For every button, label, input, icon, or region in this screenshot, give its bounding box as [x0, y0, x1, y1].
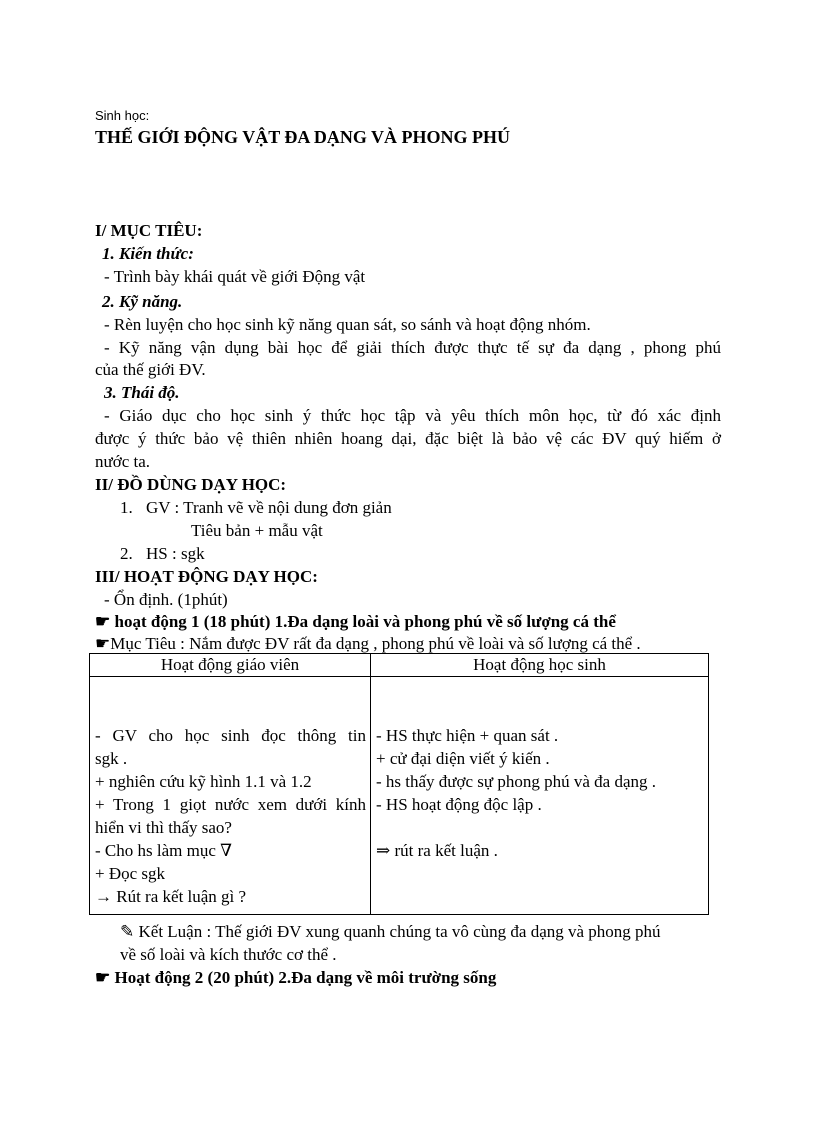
- teacher-line: + Đọc sgk: [95, 864, 166, 883]
- activity1-heading-text: hoạt động 1 (18 phút) 1.Đa dạng loài và phong phú về số lượng cá thể: [114, 612, 616, 631]
- teacher-column-header: Hoạt động giáo viên: [90, 654, 371, 677]
- teacher-line: + nghiên cứu kỹ hình 1.1 và 1.2: [95, 772, 312, 791]
- teacher-line: hiển vi thì thấy sao?: [95, 818, 232, 837]
- pencil-icon: ✎: [120, 922, 135, 941]
- conclusion-line-2: về số loài và kích thước cơ thể .: [120, 945, 337, 964]
- student-line: - hs thấy được sự phong phú và đa dạng .: [376, 772, 657, 791]
- skills-heading: 2. Kỹ năng.: [102, 292, 183, 311]
- activity2-heading: [95, 966, 496, 989]
- attitude-line: được ý thức bảo vệ thiên nhiên hoang dại, đặc biệt là bảo vệ các ĐV quý hiếm ở: [95, 429, 721, 448]
- activity1-goal: [95, 632, 641, 655]
- section-materials-heading: II/ ĐỒ DÙNG DẠY HỌC:: [95, 475, 287, 494]
- student-activities-cell: [371, 677, 709, 915]
- student-line: - HS thực hiện + quan sát .: [376, 726, 559, 745]
- activity2-heading-text: Hoạt động 2 (20 phút) 2.Đa dạng về môi trường sống: [114, 968, 497, 987]
- teacher-line: - GV cho học sinh đọc thông tin: [95, 726, 366, 745]
- section-objectives-heading: I/ MỤC TIÊU:: [95, 221, 203, 240]
- student-column-header: Hoạt động học sinh: [371, 654, 709, 677]
- student-line: + cử đại diện viết ý kiến .: [376, 749, 550, 768]
- attitude-line: nước ta.: [95, 452, 151, 471]
- skills-line: của thế giới ĐV.: [95, 360, 206, 379]
- table-header-row: [90, 654, 709, 677]
- materials-number: 1.: [120, 498, 133, 517]
- section-activities-heading: III/ HOẠT ĐỘNG DẠY HỌC:: [95, 567, 318, 586]
- student-conclusion-line: ⇒ rút ra kết luận .: [376, 841, 498, 860]
- materials-teacher-specimens: Tiêu bản + mẫu vật: [191, 521, 323, 540]
- materials-number: 2.: [120, 544, 133, 563]
- teacher-activities-cell: [90, 677, 371, 915]
- pointing-hand-icon: ☛: [95, 968, 111, 987]
- teacher-line: + Trong 1 giọt nước xem dưới kính: [95, 795, 366, 814]
- table-row: [90, 677, 709, 915]
- teacher-line: sgk .: [95, 749, 128, 768]
- skills-line: - Rèn luyện cho học sinh kỹ năng quan sát, so sánh và hoạt động nhóm.: [104, 315, 591, 334]
- teacher-line: → Rút ra kết luận gì ?: [95, 887, 247, 906]
- pointing-hand-icon: ☛: [95, 612, 111, 631]
- conclusion-line-1: [120, 920, 661, 943]
- materials-teacher: GV : Tranh vẽ về nội dung đơn giản: [146, 498, 392, 517]
- stabilize-line: - Ổn định. (1phút): [104, 590, 228, 609]
- activity1-heading: [95, 610, 616, 633]
- skills-line: - Kỹ năng vận dụng bài học để giải thích được thực tế sự đa dạng , phong phú: [104, 338, 721, 357]
- subject-label: Sinh học:: [95, 108, 150, 123]
- activity1-table: [89, 653, 709, 915]
- knowledge-line: - Trình bày khái quát về giới Động vật: [104, 267, 366, 286]
- materials-student: HS : sgk: [146, 544, 205, 563]
- student-line: - HS hoạt động độc lập .: [376, 795, 542, 814]
- activity1-goal-text: Mục Tiêu : Nắm được ĐV rất đa dạng , phong phú về loài và số lượng cá thể .: [110, 634, 641, 653]
- page-title: THẾ GIỚI ĐỘNG VẬT ĐA DẠNG VÀ PHONG PHÚ: [95, 127, 511, 147]
- knowledge-heading: 1. Kiến thức:: [102, 244, 194, 263]
- conclusion-text: Kết Luận : Thế giới ĐV xung quanh chúng ta vô cùng đa dạng và phong phú: [138, 922, 661, 941]
- attitude-heading: 3. Thái độ.: [104, 383, 180, 402]
- attitude-line: - Giáo dục cho học sinh ý thức học tập và yêu thích môn học, từ đó xác định: [104, 406, 721, 425]
- pointing-hand-icon: ☛: [95, 634, 111, 653]
- teacher-line: - Cho hs làm mục ∇: [95, 841, 232, 860]
